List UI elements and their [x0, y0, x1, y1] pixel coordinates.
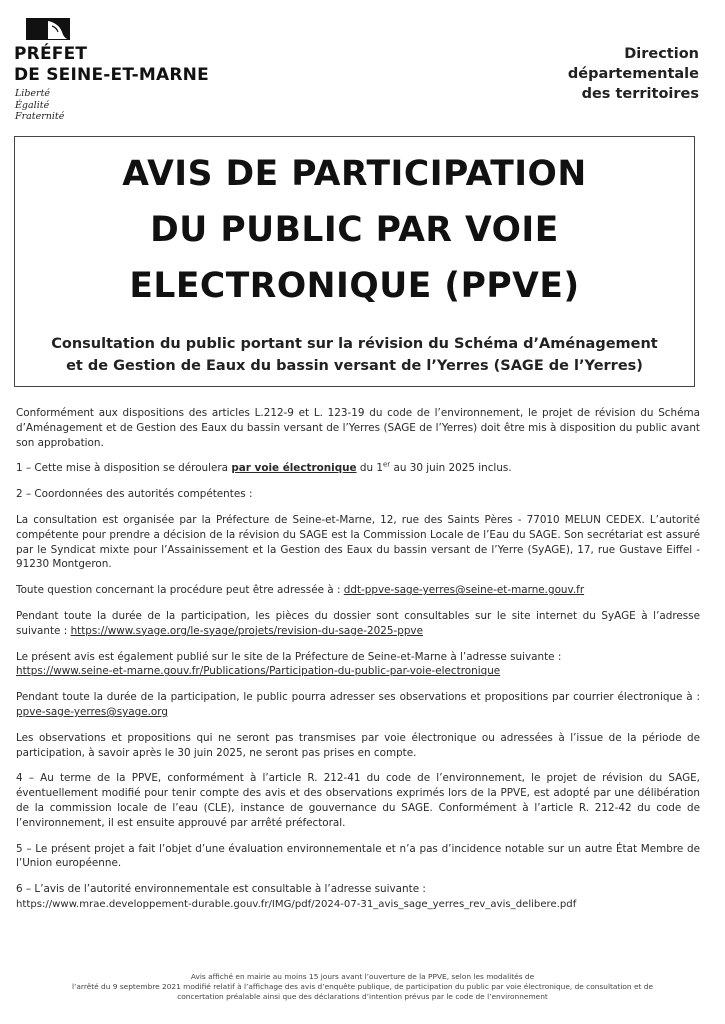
section-6-paragraph — [16, 882, 700, 913]
direction-line3: des territoires — [581, 86, 699, 102]
late-submissions-paragraph: Les observations et propositions qui ne seront pas transmises par voie électronique ou adressées à l’issue de la période de participation, à savoir après le 30 juin 2025, ne seront pas prises en compte. — [16, 731, 700, 759]
documents-text: Pendant toute la durée de la participation, les pièces du dossier sont consultables sur le site internet du SyAGE à l’adresse suivante : — [16, 609, 700, 637]
notice-body — [16, 406, 700, 924]
section-4-paragraph: 4 – Au terme de la PPVE, conformément à l’article R. 212-41 du code de l’environnement, le projet de révision du SAGE, éventuellement modifié pour tenir compte des avis et des observations exprimés lors de la PPVE, est adopté par une délibération de la commission locale de l’eau (CLE), instance de gouvernance du SAGE. Conformément à l’article R. 212-42 du code de l’environnement, il est ensuite approuvé par arrêté préfectoral. — [16, 772, 700, 829]
ordinal-superscript: er — [382, 460, 391, 469]
section-1-date-end: au 30 juin 2025 inclus. — [390, 462, 512, 475]
footer-line1: Avis affiché en mairie au moins 15 jours avant l’ouverture de la PPVE, selon les modalités de — [190, 972, 535, 981]
intro-paragraph: Conformément aux dispositions des articles L.212-9 et L. 123-19 du code de l’environnement, le projet de révision du Schéma d’Aménagement et de Gestion des Eaux du bassin versant de l’Yerres (SAGE de l’Yerres) doit être mis à disposition du public avant son approbation. — [16, 407, 700, 449]
motto-liberte: Liberté — [15, 88, 51, 99]
section-6-text: 6 – L’avis de l’autorité environnementale est consultable à l’adresse suivante : — [16, 883, 426, 896]
publication-paragraph — [16, 650, 700, 680]
section-2-heading: 2 – Coordonnées des autorités compétentes : — [16, 488, 253, 501]
notice-title — [15, 146, 694, 314]
direction-line2: départementale — [567, 66, 699, 82]
prefet-name — [14, 44, 209, 86]
electronic-channel-emphasis: par voie électronique — [231, 462, 357, 475]
direction-line1: Direction — [624, 46, 699, 62]
title-line3: ELECTRONIQUE (PPVE) — [129, 266, 580, 306]
footer-note — [0, 972, 725, 1002]
observations-text: Pendant toute la durée de la participation, le public pourra adresser ses observations et propositions par courrier électronique à : — [16, 691, 700, 704]
mrae-url-link[interactable]: https://www.mrae.developpement-durable.gouv.fr/IMG/pdf/2024-07-31_avis_sage_yerres_rev_avis_delibere.pdf — [16, 898, 577, 910]
publication-text: Le présent avis est également publié sur le site de la Préfecture de Seine-et-Marne à l’adresse suivante : — [16, 650, 562, 663]
question-paragraph — [16, 583, 700, 598]
subtitle-line2: et de Gestion de Eaux du bassin versant de l’Yerres (SAGE de l’Yerres) — [66, 358, 643, 374]
prefecture-url-link[interactable]: https://www.seine-et-marne.gouv.fr/Publications/Participation-du-public-par-voie-electronique — [16, 665, 501, 678]
motto-fraternite: Fraternité — [15, 111, 65, 122]
section-1-date-start: du 1 — [356, 462, 383, 475]
issuing-direction — [568, 44, 699, 104]
marianne-logo-icon — [26, 18, 70, 40]
section-5-paragraph: 5 – Le présent projet a fait l’objet d’une évaluation environnementale et n’a pas d’incidence notable sur un autre État Membre de l’Union européenne. — [16, 842, 700, 870]
question-text: Toute question concernant la procédure peut être adressée à : — [16, 584, 344, 597]
footer-line3: concertation préalable ainsi que des déclarations d’intention prévus par le code de l’environnement — [177, 992, 548, 1001]
syage-url-link[interactable]: https://www.syage.org/le-syage/projets/revision-du-sage-2025-ppve — [70, 624, 423, 637]
motto-egalite: Égalité — [15, 99, 50, 111]
title-box — [14, 136, 695, 387]
republic-motto — [15, 88, 64, 123]
section-1-paragraph — [16, 461, 700, 476]
observations-paragraph — [16, 690, 700, 720]
prefet-line2: DE SEINE-ET-MARNE — [14, 65, 209, 85]
title-line1: AVIS DE PARTICIPATION — [122, 154, 587, 194]
subtitle-line1: Consultation du public portant sur la révision du Schéma d’Aménagement — [51, 336, 658, 352]
documents-paragraph — [16, 609, 700, 639]
prefet-line1: PRÉFET — [14, 44, 88, 64]
question-email-link[interactable]: ddt-ppve-sage-yerres@seine-et-marne.gouv.fr — [343, 584, 585, 597]
notice-subtitle — [15, 333, 694, 377]
title-line2: DU PUBLIC PAR VOIE — [150, 210, 559, 250]
footer-line2: l’arrêté du 9 septembre 2021 modifié relatif à l’affichage des avis d’enquête publique, de participation du public par voie électronique, de consultation et de — [72, 982, 653, 991]
section-1-text: 1 – Cette mise à disposition se déroulera — [16, 462, 232, 475]
authorities-paragraph: La consultation est organisée par la Préfecture de Seine-et-Marne, 12, rue des Saints Pères - 77010 MELUN CEDEX. L’autorité compétente pour prendre a décision de la révision du SAGE est la Commission Locale de l’Eau du SAGE. Son secrétariat est assuré par le Syndicat mixte pour l’Assainissement et la Gestion des Eaux du bassin versant de l’Yerre (SyAGE), 17, rue Gustave Eiffel - 91230 Montgeron. — [16, 513, 700, 571]
observations-email-link[interactable]: ppve-sage-yerres@syage.org — [16, 705, 168, 718]
